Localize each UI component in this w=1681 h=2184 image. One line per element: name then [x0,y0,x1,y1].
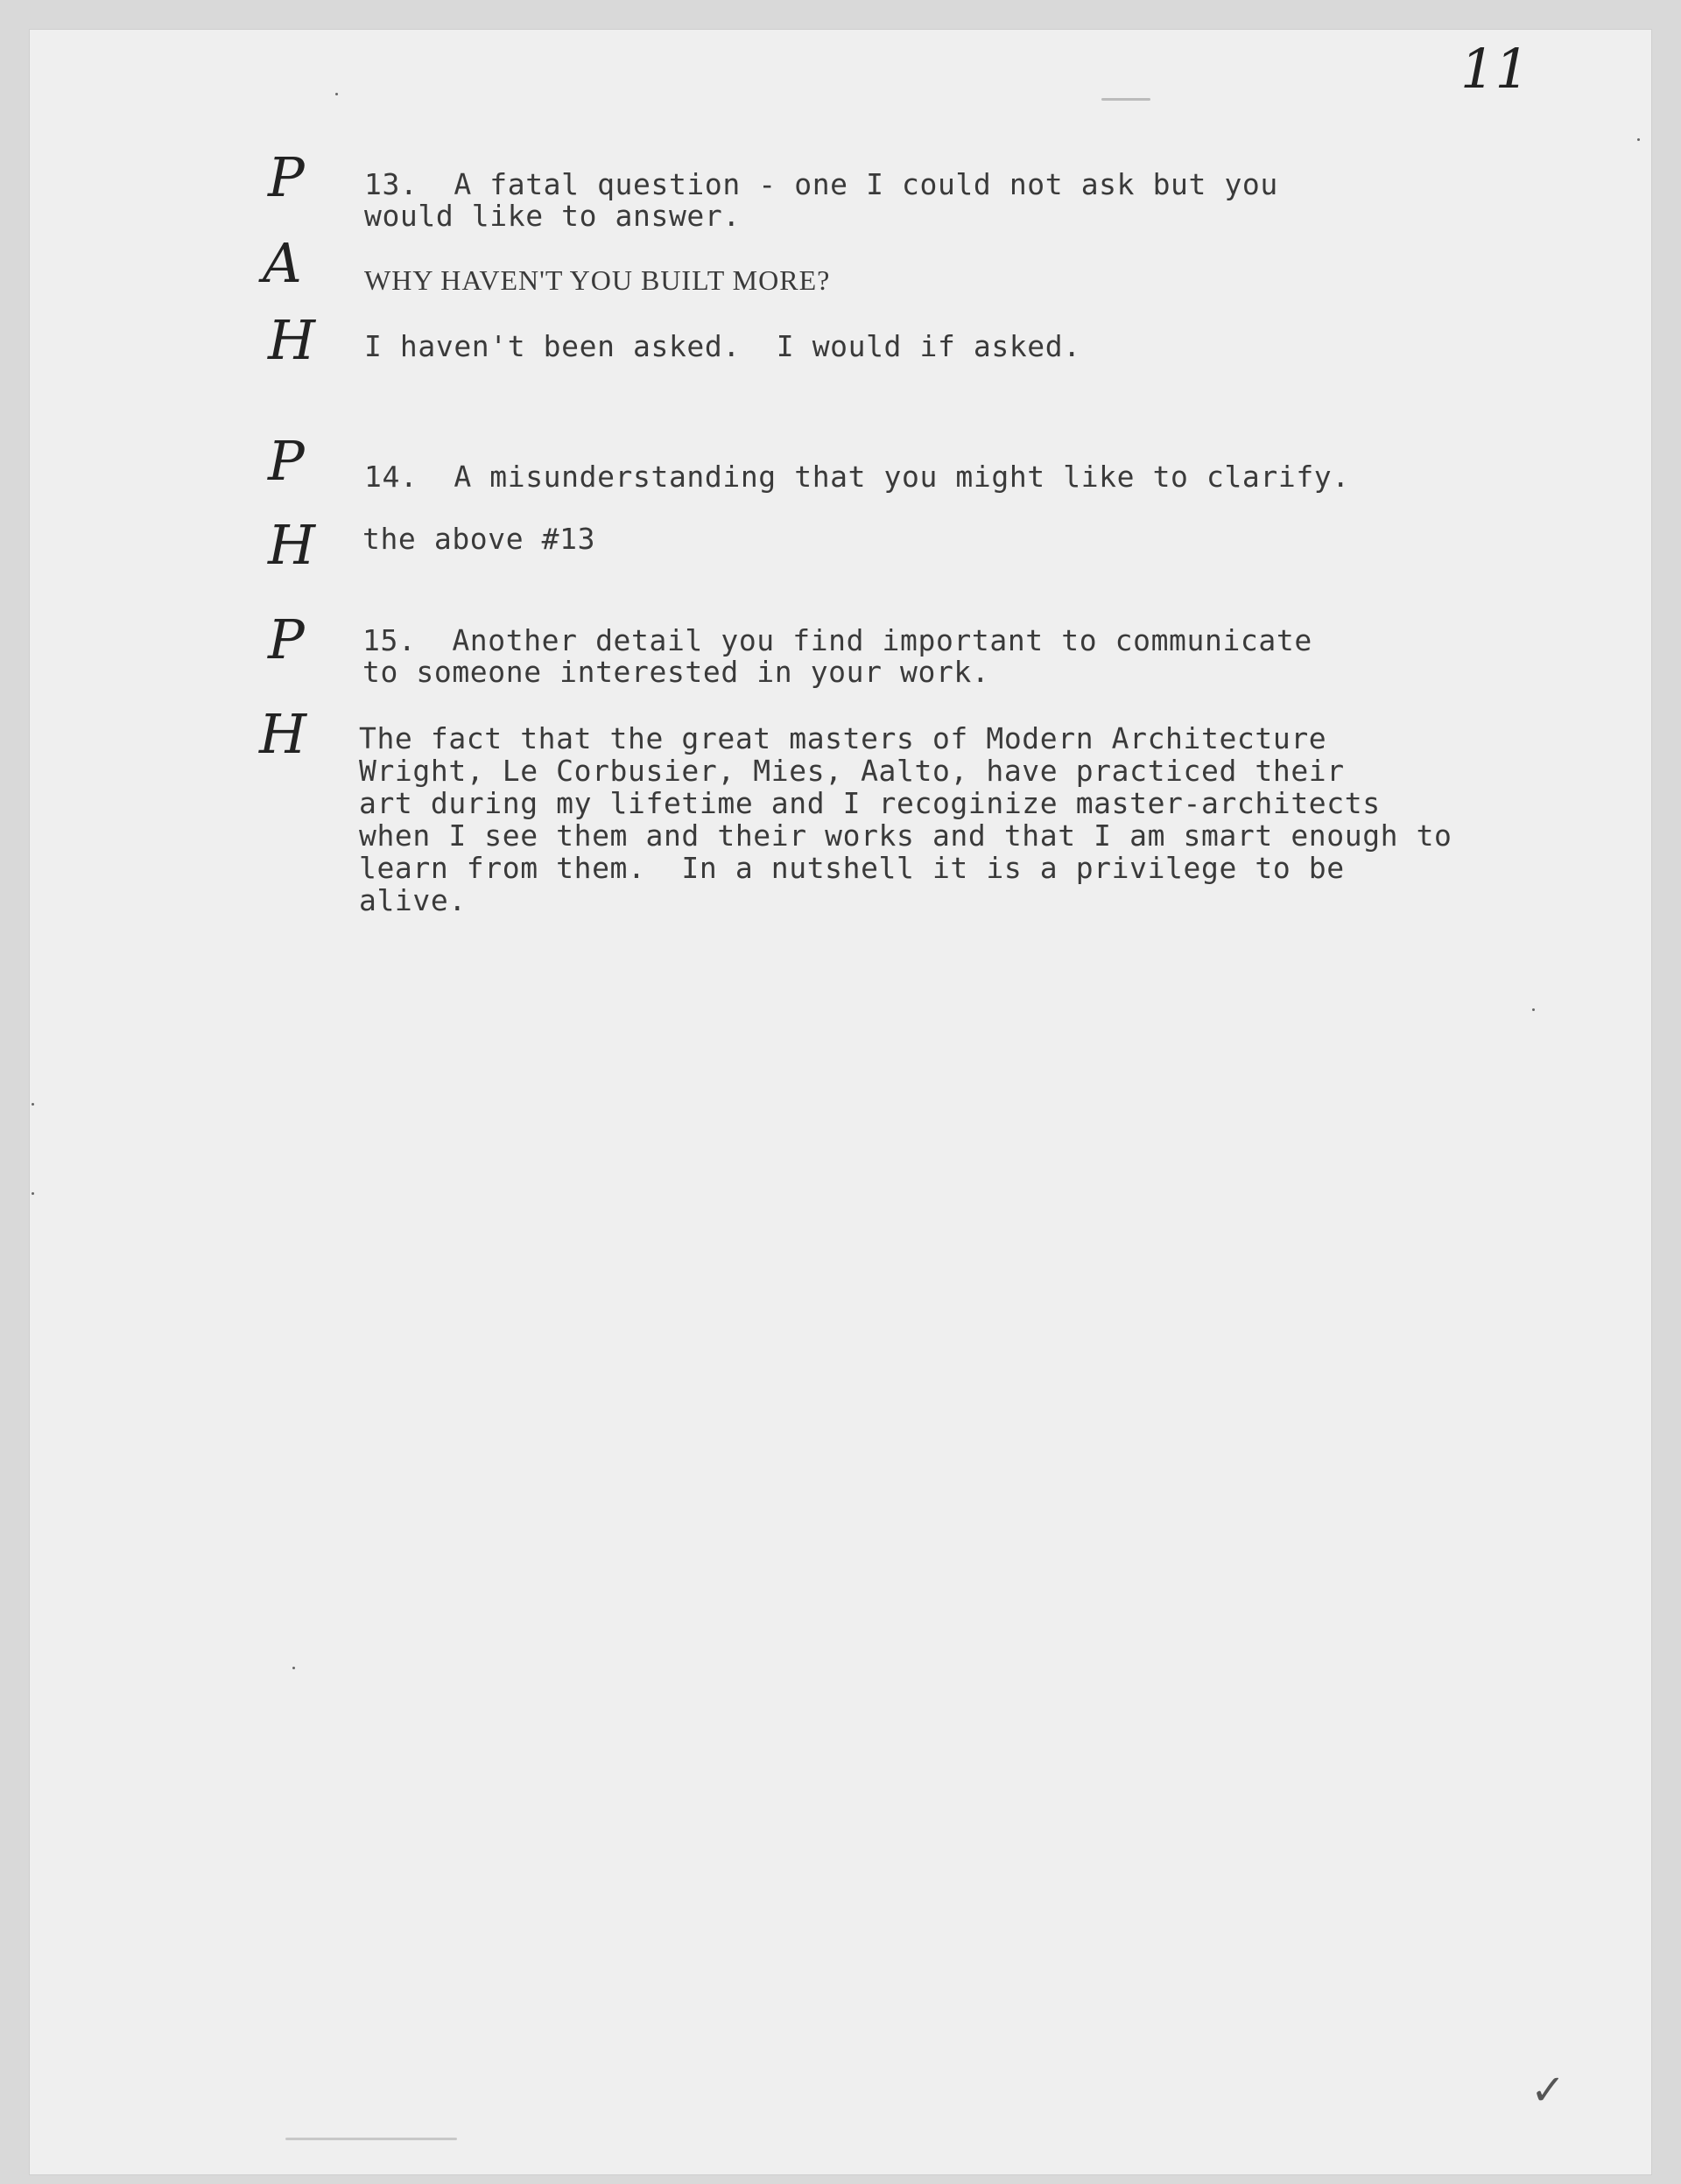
answer-14: the above #13 [362,522,596,556]
question-13-line2: would like to answer. [364,199,741,233]
paper-smudge [1101,98,1150,101]
margin-mark-p-15: P [268,607,305,671]
margin-mark-h-15: H [259,702,307,766]
answer-13-text: I haven't been asked. I would if asked. [364,329,1081,363]
page-number: 11 [1460,37,1530,101]
checkmark: ✓ [1530,2066,1566,2115]
paper-smudge [285,2138,457,2140]
paper-speck [1532,1008,1535,1011]
answer-13-question: WHY HAVEN'T YOU BUILT MORE? [364,264,831,296]
answer-15-line1: The fact that the great masters of Modern Architecture [359,721,1327,755]
paper-speck [1637,138,1640,141]
answer-15-line6: alive. [359,883,467,917]
answer-15-line5: learn from them. In a nutshell it is a privilege to be [359,851,1345,885]
paper-speck [335,93,338,95]
margin-mark-a-13: A [263,231,302,295]
margin-mark-h-14: H [268,513,316,577]
answer-15-line4: when I see them and their works and that I am smart enough to [359,818,1452,853]
paper-speck [292,1667,295,1669]
paper-speck [32,1192,34,1195]
answer-15-line3: art during my lifetime and I recoginize master-architects [359,786,1381,820]
margin-mark-p-13: P [268,145,305,209]
margin-mark-p-14: P [268,429,305,493]
question-13-line1: 13. A fatal question - one I could not ask but you [364,167,1278,201]
question-15-line1: 15. Another detail you find important to communicate [362,623,1312,657]
question-14: 14. A misunderstanding that you might like to clarify. [364,460,1350,494]
answer-15-line2: Wright, Le Corbusier, Mies, Aalto, have practiced their [359,754,1345,788]
question-15-line2: to someone interested in your work. [362,655,990,689]
paper-speck [32,1103,34,1106]
margin-mark-h-13: H [268,308,316,372]
